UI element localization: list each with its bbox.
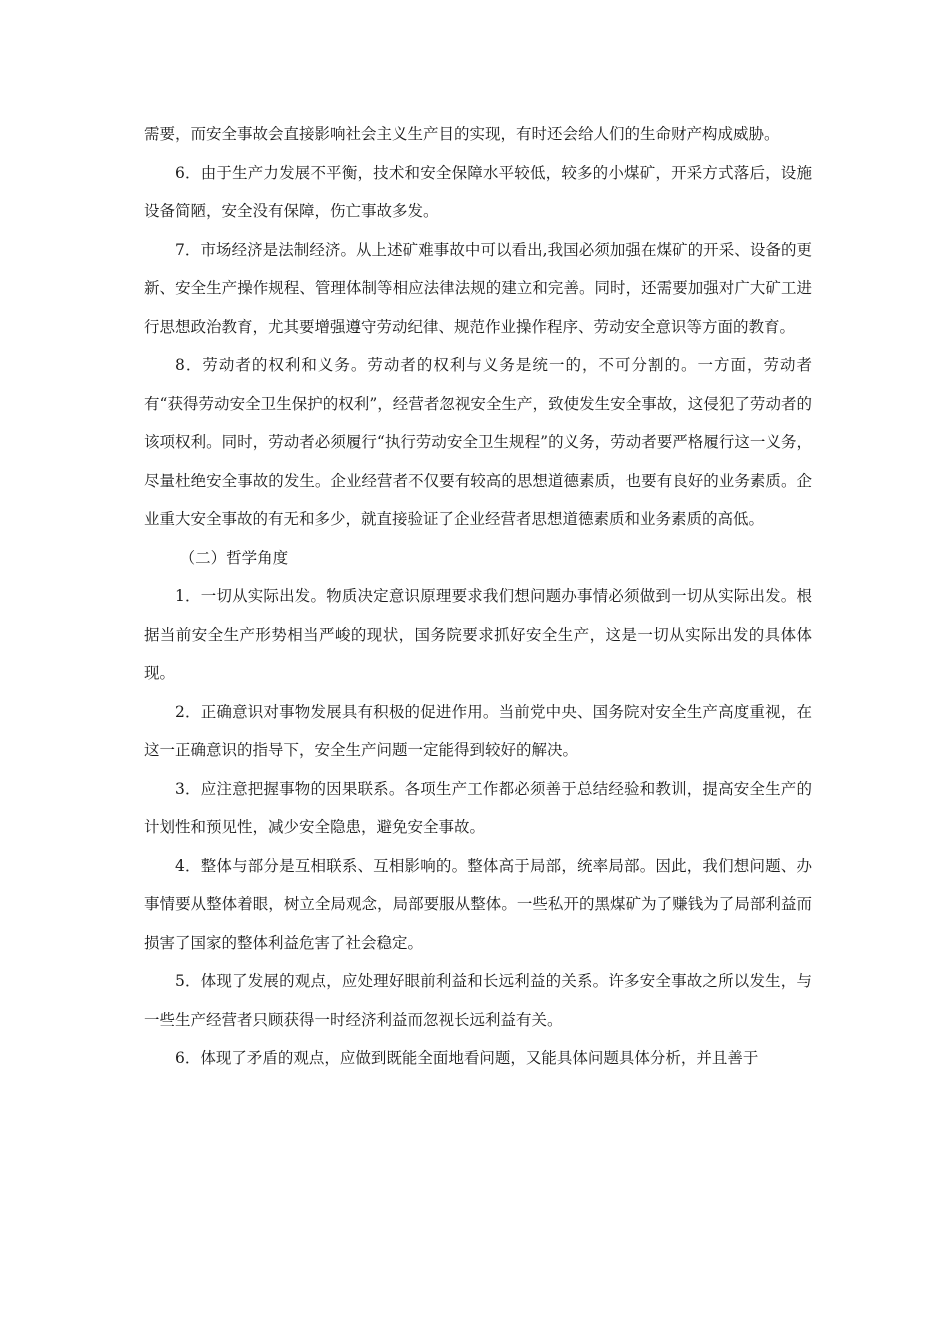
paragraph-item-5-philosophy: 5．体现了发展的观点，应处理好眼前利益和长远利益的关系。许多安全事故之所以发生，与一些生产经营者只顾获得一时经济利益而忽视长远利益有关。	[144, 972, 812, 1029]
paragraph-item-6-philosophy: 6．体现了矛盾的观点，应做到既能全面地看问题，又能具体问题具体分析，并且善于	[175, 1049, 759, 1067]
document-body	[144, 115, 812, 1078]
paragraph-item-2-philosophy: 2．正确意识对事物发展具有积极的促进作用。当前党中央、国务院对安全生产高度重视，在这一正确意识的指导下，安全生产问题一定能得到较好的解决。	[144, 702, 812, 759]
paragraph-item-4-philosophy: 4．整体与部分是互相联系、互相影响的。整体高于局部，统率局部。因此，我们想问题、办事情要从整体着眼，树立全局观念，局部要服从整体。一些私开的黑煤矿为了赚钱为了局部利益而损害了国家的整体利益危害了社会稳定。	[144, 856, 812, 952]
paragraph-item-1-philosophy: 1．一切从实际出发。物质决定意识原理要求我们想问题办事情必须做到一切从实际出发。根据当前安全生产形势相当严峻的现状，国务院要求抓好安全生产，这是一切从实际出发的具体体现。	[144, 587, 812, 682]
paragraph-item-8-economic: 8．劳动者的权利和义务。劳动者的权利与义务是统一的，不可分割的。一方面，劳动者有“获得劳动安全卫生保护的权利”，经营者忽视安全生产，致使发生安全事故，这侵犯了劳动者的该项权利。同时，劳动者必须履行“执行劳动安全卫生规程”的义务，劳动者要严格履行这一义务，尽量杜绝安全事故的发生。企业经营者不仅要有较高的思想道德素质，也要有良好的业务素质。企业重大安全事故的有无和多少，就直接验证了企业经营者思想道德素质和业务素质的高低。	[144, 356, 812, 528]
paragraph-item-3-philosophy: 3．应注意把握事物的因果联系。各项生产工作都必须善于总结经验和教训，提高安全生产的计划性和预见性，减少安全隐患，避免安全事故。	[144, 779, 812, 836]
paragraph-continuation: 需要，而安全事故会直接影响社会主义生产目的实现，有时还会给人们的生命财产构成威胁。	[144, 125, 780, 143]
paragraph-item-7-economic: 7．市场经济是法制经济。从上述矿难事故中可以看出,我国必须加强在煤矿的开采、设备的更新、安全生产操作规程、管理体制等相应法律法规的建立和完善。同时，还需要加强对广大矿工进行思想政治教育，尤其要增强遵守劳动纪律、规范作业操作程序、劳动安全意识等方面的教育。	[144, 240, 812, 336]
paragraph-item-6-economic: 6．由于生产力发展不平衡，技术和安全保障水平较低，较多的小煤矿，开采方式落后，设施设备简陋，安全没有保障，伤亡事故多发。	[144, 163, 812, 220]
section-heading-philosophy: （二）哲学角度	[179, 548, 289, 567]
